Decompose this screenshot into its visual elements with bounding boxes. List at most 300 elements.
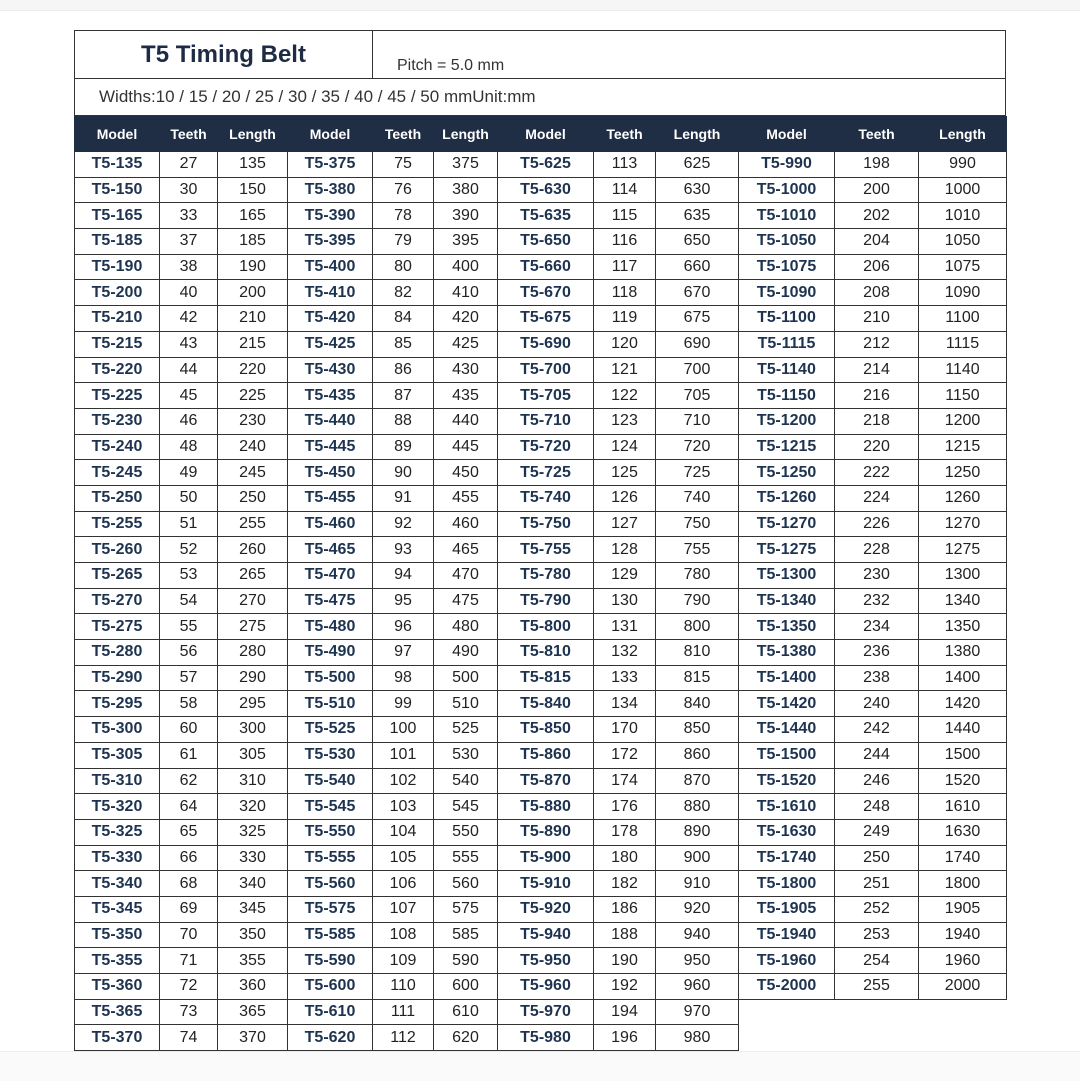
table-row bbox=[75, 640, 1007, 666]
cell-model: T5-220 bbox=[75, 357, 160, 383]
cell-teeth: 128 bbox=[594, 537, 656, 563]
cell-teeth: 82 bbox=[373, 280, 434, 306]
cell-teeth: 253 bbox=[835, 922, 919, 948]
cell-length: 1275 bbox=[919, 537, 1007, 563]
cell-teeth: 254 bbox=[835, 948, 919, 974]
cell-teeth: 252 bbox=[835, 896, 919, 922]
cell-length: 275 bbox=[218, 614, 288, 640]
widths-label: Widths:10 / 15 / 20 / 25 / 30 / 35 / 40 / 45 / 50 mmUnit:mm bbox=[74, 78, 1006, 116]
cell-length: 360 bbox=[218, 974, 288, 1000]
cell-length: 290 bbox=[218, 665, 288, 691]
cell-length: 590 bbox=[434, 948, 498, 974]
table-row bbox=[75, 871, 1007, 897]
cell-teeth: 116 bbox=[594, 229, 656, 255]
cell-length: 610 bbox=[434, 999, 498, 1025]
cell-model: T5-370 bbox=[75, 1025, 160, 1051]
cell-teeth: 64 bbox=[160, 794, 218, 820]
cell-model: T5-190 bbox=[75, 254, 160, 280]
cell-model: T5-755 bbox=[498, 537, 594, 563]
table-row bbox=[75, 588, 1007, 614]
cell-teeth: 114 bbox=[594, 177, 656, 203]
cell-model: T5-1630 bbox=[739, 819, 835, 845]
cell-teeth: 134 bbox=[594, 691, 656, 717]
cell-teeth: 90 bbox=[373, 460, 434, 486]
cell-model: T5-540 bbox=[288, 768, 373, 794]
cell-teeth: 105 bbox=[373, 845, 434, 871]
cell-model: T5-410 bbox=[288, 280, 373, 306]
table-row bbox=[75, 742, 1007, 768]
header-teeth: Teeth bbox=[835, 117, 919, 152]
cell-length: 700 bbox=[656, 357, 739, 383]
cell-model: T5-720 bbox=[498, 434, 594, 460]
table-row bbox=[75, 177, 1007, 203]
cell-teeth: 54 bbox=[160, 588, 218, 614]
cell-length: 345 bbox=[218, 896, 288, 922]
cell-length: 1400 bbox=[919, 665, 1007, 691]
cell-model: T5-545 bbox=[288, 794, 373, 820]
cell-teeth: 66 bbox=[160, 845, 218, 871]
cell-length: 350 bbox=[218, 922, 288, 948]
cell-teeth: 123 bbox=[594, 408, 656, 434]
cell-length: 1260 bbox=[919, 485, 1007, 511]
cell-length: 260 bbox=[218, 537, 288, 563]
cell-length: 950 bbox=[656, 948, 739, 974]
cell-model: T5-525 bbox=[288, 717, 373, 743]
cell-model: T5-435 bbox=[288, 383, 373, 409]
cell-length: 530 bbox=[434, 742, 498, 768]
cell-model: T5-270 bbox=[75, 588, 160, 614]
cell-model: T5-550 bbox=[288, 819, 373, 845]
cell-model: T5-880 bbox=[498, 794, 594, 820]
cell-model: T5-345 bbox=[75, 896, 160, 922]
cell-length: 1270 bbox=[919, 511, 1007, 537]
cell-length: 480 bbox=[434, 614, 498, 640]
cell-model: T5-400 bbox=[288, 254, 373, 280]
cell-teeth: 100 bbox=[373, 717, 434, 743]
cell-teeth: 69 bbox=[160, 896, 218, 922]
cell-length: 1440 bbox=[919, 717, 1007, 743]
cell-teeth: 56 bbox=[160, 640, 218, 666]
cell-teeth: 70 bbox=[160, 922, 218, 948]
cell-teeth: 130 bbox=[594, 588, 656, 614]
cell-teeth: 106 bbox=[373, 871, 434, 897]
cell-length: 185 bbox=[218, 229, 288, 255]
cell-teeth: 132 bbox=[594, 640, 656, 666]
cell-teeth: 200 bbox=[835, 177, 919, 203]
cell-teeth: 234 bbox=[835, 614, 919, 640]
cell-length: 220 bbox=[218, 357, 288, 383]
cell-length: 420 bbox=[434, 306, 498, 332]
cell-teeth: 52 bbox=[160, 537, 218, 563]
cell-teeth: 87 bbox=[373, 383, 434, 409]
cell-teeth: 99 bbox=[373, 691, 434, 717]
cell-teeth: 216 bbox=[835, 383, 919, 409]
header-teeth: Teeth bbox=[373, 117, 434, 152]
cell-model: T5-215 bbox=[75, 331, 160, 357]
cell-teeth: 224 bbox=[835, 485, 919, 511]
cell-teeth: 186 bbox=[594, 896, 656, 922]
cell-model: T5-860 bbox=[498, 742, 594, 768]
cell-length: 325 bbox=[218, 819, 288, 845]
cell-teeth: 218 bbox=[835, 408, 919, 434]
cell-model: T5-1260 bbox=[739, 485, 835, 511]
cell-length: 390 bbox=[434, 203, 498, 229]
header-model: Model bbox=[498, 117, 594, 152]
table-row bbox=[75, 511, 1007, 537]
cell-model: T5-1420 bbox=[739, 691, 835, 717]
cell-length: 635 bbox=[656, 203, 739, 229]
cell-length: 710 bbox=[656, 408, 739, 434]
cell-teeth: 251 bbox=[835, 871, 919, 897]
cell-model: T5-1090 bbox=[739, 280, 835, 306]
cell-length: 840 bbox=[656, 691, 739, 717]
cell-model: T5-1940 bbox=[739, 922, 835, 948]
cell-model: T5-1440 bbox=[739, 717, 835, 743]
cell-length: 330 bbox=[218, 845, 288, 871]
cell-model: T5-555 bbox=[288, 845, 373, 871]
cell-teeth: 248 bbox=[835, 794, 919, 820]
cell-model: T5-225 bbox=[75, 383, 160, 409]
cell-teeth: 242 bbox=[835, 717, 919, 743]
cell-model: T5-300 bbox=[75, 717, 160, 743]
cell-teeth: 249 bbox=[835, 819, 919, 845]
cell-length: 970 bbox=[656, 999, 739, 1025]
cell-length: 445 bbox=[434, 434, 498, 460]
cell-model: T5-970 bbox=[498, 999, 594, 1025]
cell-length: 920 bbox=[656, 896, 739, 922]
cell-model: T5-1500 bbox=[739, 742, 835, 768]
cell-teeth: 124 bbox=[594, 434, 656, 460]
cell-teeth: 37 bbox=[160, 229, 218, 255]
cell-model: T5-1115 bbox=[739, 331, 835, 357]
table-row bbox=[75, 614, 1007, 640]
cell-teeth: 192 bbox=[594, 974, 656, 1000]
cell-teeth: 206 bbox=[835, 254, 919, 280]
cell-teeth: 196 bbox=[594, 1025, 656, 1051]
cell-teeth: 112 bbox=[373, 1025, 434, 1051]
cell-model: T5-450 bbox=[288, 460, 373, 486]
cell-model: T5-710 bbox=[498, 408, 594, 434]
cell-length: 550 bbox=[434, 819, 498, 845]
cell-model: T5-390 bbox=[288, 203, 373, 229]
header-model: Model bbox=[288, 117, 373, 152]
cell-length: 245 bbox=[218, 460, 288, 486]
cell-model: T5-1300 bbox=[739, 563, 835, 589]
cell-teeth: 125 bbox=[594, 460, 656, 486]
cell-length: 525 bbox=[434, 717, 498, 743]
header-model: Model bbox=[739, 117, 835, 152]
cell-length: 1090 bbox=[919, 280, 1007, 306]
cell-model: T5-980 bbox=[498, 1025, 594, 1051]
table-row bbox=[75, 794, 1007, 820]
cell-model: T5-840 bbox=[498, 691, 594, 717]
cell-model: T5-620 bbox=[288, 1025, 373, 1051]
cell-teeth: 220 bbox=[835, 434, 919, 460]
cell-teeth: 46 bbox=[160, 408, 218, 434]
table-row bbox=[75, 280, 1007, 306]
cell-teeth: 97 bbox=[373, 640, 434, 666]
cell-teeth: 174 bbox=[594, 768, 656, 794]
cell-teeth: 119 bbox=[594, 306, 656, 332]
cell-model: T5-440 bbox=[288, 408, 373, 434]
cell-teeth: 202 bbox=[835, 203, 919, 229]
cell-length: 150 bbox=[218, 177, 288, 203]
cell-length: 270 bbox=[218, 588, 288, 614]
cell-length: 890 bbox=[656, 819, 739, 845]
cell-teeth: 230 bbox=[835, 563, 919, 589]
cell-model: T5-480 bbox=[288, 614, 373, 640]
cell-teeth: 172 bbox=[594, 742, 656, 768]
cell-teeth: 108 bbox=[373, 922, 434, 948]
cell-teeth: 68 bbox=[160, 871, 218, 897]
cell-length: 540 bbox=[434, 768, 498, 794]
cell-length: 980 bbox=[656, 1025, 739, 1051]
cell-length: 1520 bbox=[919, 768, 1007, 794]
cell-length: 365 bbox=[218, 999, 288, 1025]
cell-length: 560 bbox=[434, 871, 498, 897]
cell-teeth: 45 bbox=[160, 383, 218, 409]
cell-teeth: 30 bbox=[160, 177, 218, 203]
cell-model: T5-1010 bbox=[739, 203, 835, 229]
cell-teeth: 73 bbox=[160, 999, 218, 1025]
cell-length: 650 bbox=[656, 229, 739, 255]
cell-model: T5-475 bbox=[288, 588, 373, 614]
cell-model: T5-740 bbox=[498, 485, 594, 511]
cell-length: 395 bbox=[434, 229, 498, 255]
cell-teeth: 188 bbox=[594, 922, 656, 948]
table-header-row bbox=[75, 117, 1007, 152]
cell-teeth: 72 bbox=[160, 974, 218, 1000]
cell-length: 340 bbox=[218, 871, 288, 897]
cell-length: 720 bbox=[656, 434, 739, 460]
cell-teeth: 120 bbox=[594, 331, 656, 357]
cell-model: T5-590 bbox=[288, 948, 373, 974]
header-teeth: Teeth bbox=[594, 117, 656, 152]
cell-length: 1050 bbox=[919, 229, 1007, 255]
cell-length: 460 bbox=[434, 511, 498, 537]
cell-length: 410 bbox=[434, 280, 498, 306]
cell-teeth: 49 bbox=[160, 460, 218, 486]
cell-length: 1075 bbox=[919, 254, 1007, 280]
cell-teeth: 194 bbox=[594, 999, 656, 1025]
cell-length: 1150 bbox=[919, 383, 1007, 409]
cell-length: 230 bbox=[218, 408, 288, 434]
cell-model: T5-165 bbox=[75, 203, 160, 229]
bottom-margin-band bbox=[0, 1051, 1080, 1081]
cell-model: T5-1250 bbox=[739, 460, 835, 486]
cell-length: 870 bbox=[656, 768, 739, 794]
cell-length: 750 bbox=[656, 511, 739, 537]
cell-model: T5-670 bbox=[498, 280, 594, 306]
cell-length: 1940 bbox=[919, 922, 1007, 948]
cell-length: 440 bbox=[434, 408, 498, 434]
cell-model: T5-200 bbox=[75, 280, 160, 306]
cell-teeth: 61 bbox=[160, 742, 218, 768]
table-row bbox=[75, 408, 1007, 434]
table-row bbox=[75, 383, 1007, 409]
cell-model: T5-380 bbox=[288, 177, 373, 203]
cell-length: 880 bbox=[656, 794, 739, 820]
header-length: Length bbox=[218, 117, 288, 152]
cell-teeth: 236 bbox=[835, 640, 919, 666]
cell-teeth: 55 bbox=[160, 614, 218, 640]
cell-length: 300 bbox=[218, 717, 288, 743]
cell-model: T5-625 bbox=[498, 152, 594, 178]
cell-model: T5-455 bbox=[288, 485, 373, 511]
cell-model: T5-560 bbox=[288, 871, 373, 897]
cell-teeth: 131 bbox=[594, 614, 656, 640]
cell-length: 280 bbox=[218, 640, 288, 666]
cell-model: T5-420 bbox=[288, 306, 373, 332]
cell-model: T5-250 bbox=[75, 485, 160, 511]
cell-length: 475 bbox=[434, 588, 498, 614]
cell-model: T5-1215 bbox=[739, 434, 835, 460]
cell-model: T5-210 bbox=[75, 306, 160, 332]
cell-length: 165 bbox=[218, 203, 288, 229]
cell-teeth: 60 bbox=[160, 717, 218, 743]
cell-model: T5-310 bbox=[75, 768, 160, 794]
cell-teeth: 98 bbox=[373, 665, 434, 691]
cell-model: T5-395 bbox=[288, 229, 373, 255]
cell-teeth: 238 bbox=[835, 665, 919, 691]
cell-model: T5-790 bbox=[498, 588, 594, 614]
cell-model: T5-1270 bbox=[739, 511, 835, 537]
cell-length: 555 bbox=[434, 845, 498, 871]
cell-model: T5-705 bbox=[498, 383, 594, 409]
cell-model: T5-810 bbox=[498, 640, 594, 666]
cell-length: 470 bbox=[434, 563, 498, 589]
cell-length: 810 bbox=[656, 640, 739, 666]
cell-model: T5-240 bbox=[75, 434, 160, 460]
cell-model: T5-690 bbox=[498, 331, 594, 357]
cell-length: 960 bbox=[656, 974, 739, 1000]
cell-length: 545 bbox=[434, 794, 498, 820]
cell-teeth: 74 bbox=[160, 1025, 218, 1051]
cell-model: T5-295 bbox=[75, 691, 160, 717]
cell-model: T5-780 bbox=[498, 563, 594, 589]
pitch-label: Pitch = 5.0 mm bbox=[397, 57, 505, 74]
cell-model: T5-650 bbox=[498, 229, 594, 255]
cell-teeth: 33 bbox=[160, 203, 218, 229]
cell-length: 370 bbox=[218, 1025, 288, 1051]
cell-length: 435 bbox=[434, 383, 498, 409]
cell-teeth: 182 bbox=[594, 871, 656, 897]
cell-teeth: 111 bbox=[373, 999, 434, 1025]
cell-model: T5-1520 bbox=[739, 768, 835, 794]
cell-model: T5-365 bbox=[75, 999, 160, 1025]
cell-length: 135 bbox=[218, 152, 288, 178]
table-row bbox=[75, 819, 1007, 845]
cell-teeth: 117 bbox=[594, 254, 656, 280]
cell-model: T5-290 bbox=[75, 665, 160, 691]
cell-length: 990 bbox=[919, 152, 1007, 178]
cell-length: 800 bbox=[656, 614, 739, 640]
timing-belt-sheet bbox=[74, 30, 1006, 1051]
cell-length: 1115 bbox=[919, 331, 1007, 357]
cell-length: 490 bbox=[434, 640, 498, 666]
cell-model: T5-265 bbox=[75, 563, 160, 589]
table-row bbox=[75, 974, 1007, 1000]
cell-length: 255 bbox=[218, 511, 288, 537]
cell-teeth: 102 bbox=[373, 768, 434, 794]
cell-length: 575 bbox=[434, 896, 498, 922]
cell-teeth: 84 bbox=[373, 306, 434, 332]
cell-teeth: 53 bbox=[160, 563, 218, 589]
cell-model: T5-470 bbox=[288, 563, 373, 589]
cell-model: T5-255 bbox=[75, 511, 160, 537]
cell-length: 1000 bbox=[919, 177, 1007, 203]
table-row bbox=[75, 999, 1007, 1025]
cell-teeth: 208 bbox=[835, 280, 919, 306]
cell-teeth: 27 bbox=[160, 152, 218, 178]
cell-length: 380 bbox=[434, 177, 498, 203]
cell-model: T5-700 bbox=[498, 357, 594, 383]
cell-length: 1740 bbox=[919, 845, 1007, 871]
cell-model: T5-325 bbox=[75, 819, 160, 845]
cell-model: T5-280 bbox=[75, 640, 160, 666]
cell-teeth: 226 bbox=[835, 511, 919, 537]
cell-length: 1630 bbox=[919, 819, 1007, 845]
cell-teeth: 198 bbox=[835, 152, 919, 178]
cell-model: T5-870 bbox=[498, 768, 594, 794]
table-row bbox=[75, 306, 1007, 332]
cell-teeth: 204 bbox=[835, 229, 919, 255]
cell-teeth: 107 bbox=[373, 896, 434, 922]
cell-teeth: 42 bbox=[160, 306, 218, 332]
cell-length: 200 bbox=[218, 280, 288, 306]
cell-teeth: 50 bbox=[160, 485, 218, 511]
cell-model: T5-1740 bbox=[739, 845, 835, 871]
cell-model: T5-1075 bbox=[739, 254, 835, 280]
cell-teeth: 85 bbox=[373, 331, 434, 357]
cell-model: T5-815 bbox=[498, 665, 594, 691]
cell-length: 210 bbox=[218, 306, 288, 332]
cell-teeth: 93 bbox=[373, 537, 434, 563]
cell-teeth: 86 bbox=[373, 357, 434, 383]
cell-length: 430 bbox=[434, 357, 498, 383]
cell-length: 705 bbox=[656, 383, 739, 409]
cell-length: 940 bbox=[656, 922, 739, 948]
cell-length: 755 bbox=[656, 537, 739, 563]
cell-teeth: 255 bbox=[835, 974, 919, 1000]
cell-length: 1500 bbox=[919, 742, 1007, 768]
cell-model: T5-960 bbox=[498, 974, 594, 1000]
cell-length: 1215 bbox=[919, 434, 1007, 460]
cell-length: 600 bbox=[434, 974, 498, 1000]
cell-teeth: 76 bbox=[373, 177, 434, 203]
cell-teeth: 109 bbox=[373, 948, 434, 974]
cell-length: 225 bbox=[218, 383, 288, 409]
cell-teeth: 44 bbox=[160, 357, 218, 383]
cell-teeth: 79 bbox=[373, 229, 434, 255]
cell-model: T5-725 bbox=[498, 460, 594, 486]
cell-model: T5-635 bbox=[498, 203, 594, 229]
cell-model: T5-1610 bbox=[739, 794, 835, 820]
cell-length: 320 bbox=[218, 794, 288, 820]
top-margin-band bbox=[0, 0, 1080, 11]
cell-model: T5-1960 bbox=[739, 948, 835, 974]
empty-cell bbox=[739, 999, 1007, 1050]
cell-model: T5-1400 bbox=[739, 665, 835, 691]
cell-teeth: 133 bbox=[594, 665, 656, 691]
cell-length: 310 bbox=[218, 768, 288, 794]
cell-length: 465 bbox=[434, 537, 498, 563]
cell-model: T5-610 bbox=[288, 999, 373, 1025]
cell-model: T5-850 bbox=[498, 717, 594, 743]
cell-teeth: 180 bbox=[594, 845, 656, 871]
cell-length: 670 bbox=[656, 280, 739, 306]
cell-model: T5-890 bbox=[498, 819, 594, 845]
